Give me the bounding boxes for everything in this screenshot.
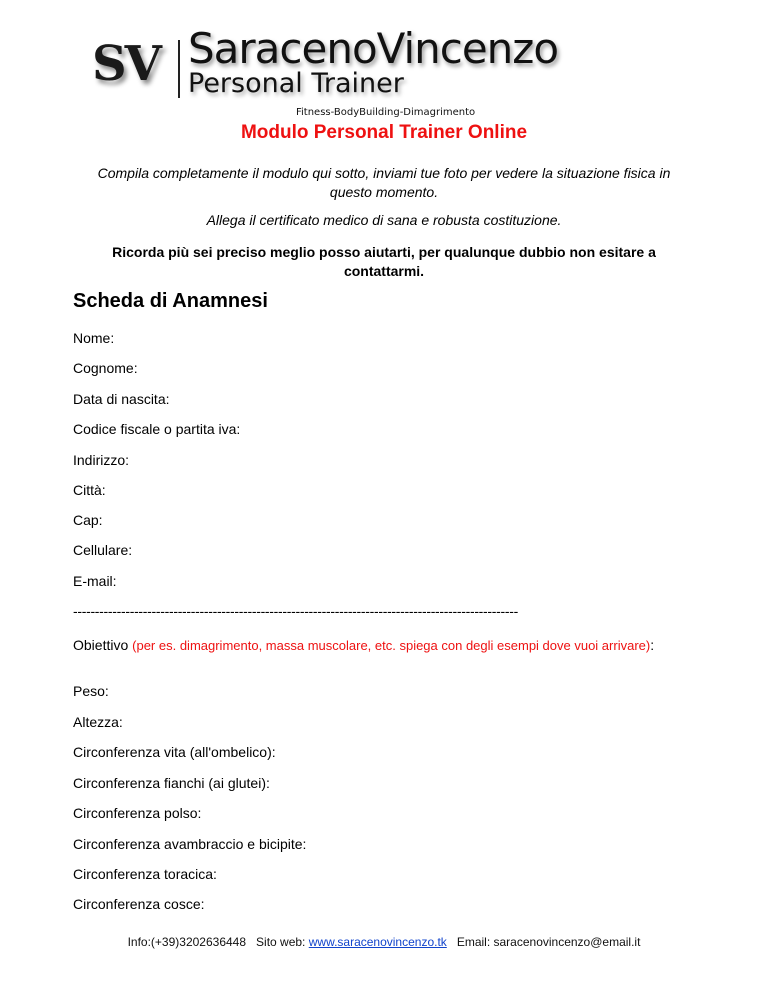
field-cognome: Cognome: — [73, 360, 138, 376]
footer-web-label: Sito web: — [256, 935, 306, 949]
footer-phone: Info:(+39)3202636448 — [127, 935, 247, 949]
field-nome: Nome: — [73, 330, 115, 346]
field-cap: Cap: — [73, 512, 103, 528]
footer-email: Email: saracenovincenzo@email.it — [456, 935, 641, 949]
field-citta: Città: — [73, 482, 106, 498]
field-circ-vita: Circonferenza vita (all'ombelico): — [73, 744, 276, 760]
page-title: Modulo Personal Trainer Online — [240, 122, 528, 143]
field-circ-toracica: Circonferenza toracica: — [73, 866, 217, 882]
footer — [0, 935, 768, 949]
intro-text-bold: Ricorda più sei preciso meglio posso aiutarti, per qualunque dubbio non esitare a contattarmi. — [112, 244, 656, 279]
intro-text-2: Allega il certificato medico di sana e robusta costituzione. — [206, 212, 562, 228]
separator-line: ------------------------------------------------------------------------------------------------------ — [73, 603, 518, 619]
field-altezza: Altezza: — [73, 714, 123, 730]
field-circ-avambraccio: Circonferenza avambraccio e bicipite: — [73, 836, 307, 852]
logo — [92, 26, 652, 126]
field-peso: Peso: — [73, 683, 109, 699]
field-indirizzo: Indirizzo: — [73, 452, 130, 468]
field-obiettivo — [73, 636, 673, 655]
logo-name: SaracenoVincenzo — [188, 24, 559, 73]
logo-tagline: Fitness-BodyBuilding-Dimagrimento — [296, 107, 476, 118]
field-circ-polso: Circonferenza polso: — [73, 805, 202, 821]
obiettivo-suffix: : — [650, 637, 655, 653]
obiettivo-label: Obiettivo — [73, 637, 129, 653]
field-circ-cosce: Circonferenza cosce: — [73, 896, 205, 912]
logo-monogram: SV — [92, 36, 160, 92]
intro-text-1: Compila completamente il modulo qui sotto, inviami tue foto per vedere la situazione fisica in questo momento. — [97, 165, 671, 200]
obiettivo-hint: (per es. dimagrimento, massa muscolare, etc. spiega con degli esempi dove vuoi arrivare) — [132, 638, 651, 653]
field-email: E-mail: — [73, 573, 117, 589]
logo-divider — [178, 40, 180, 98]
field-data-nascita: Data di nascita: — [73, 391, 170, 407]
field-circ-fianchi: Circonferenza fianchi (ai glutei): — [73, 775, 270, 791]
field-cellulare: Cellulare: — [73, 542, 133, 558]
field-codice-fiscale: Codice fiscale o partita iva: — [73, 421, 241, 437]
section-title: Scheda di Anamnesi — [73, 290, 268, 312]
footer-web-link[interactable]: www.saracenovincenzo.tk — [308, 935, 447, 949]
logo-subtitle: Personal Trainer — [188, 68, 404, 99]
